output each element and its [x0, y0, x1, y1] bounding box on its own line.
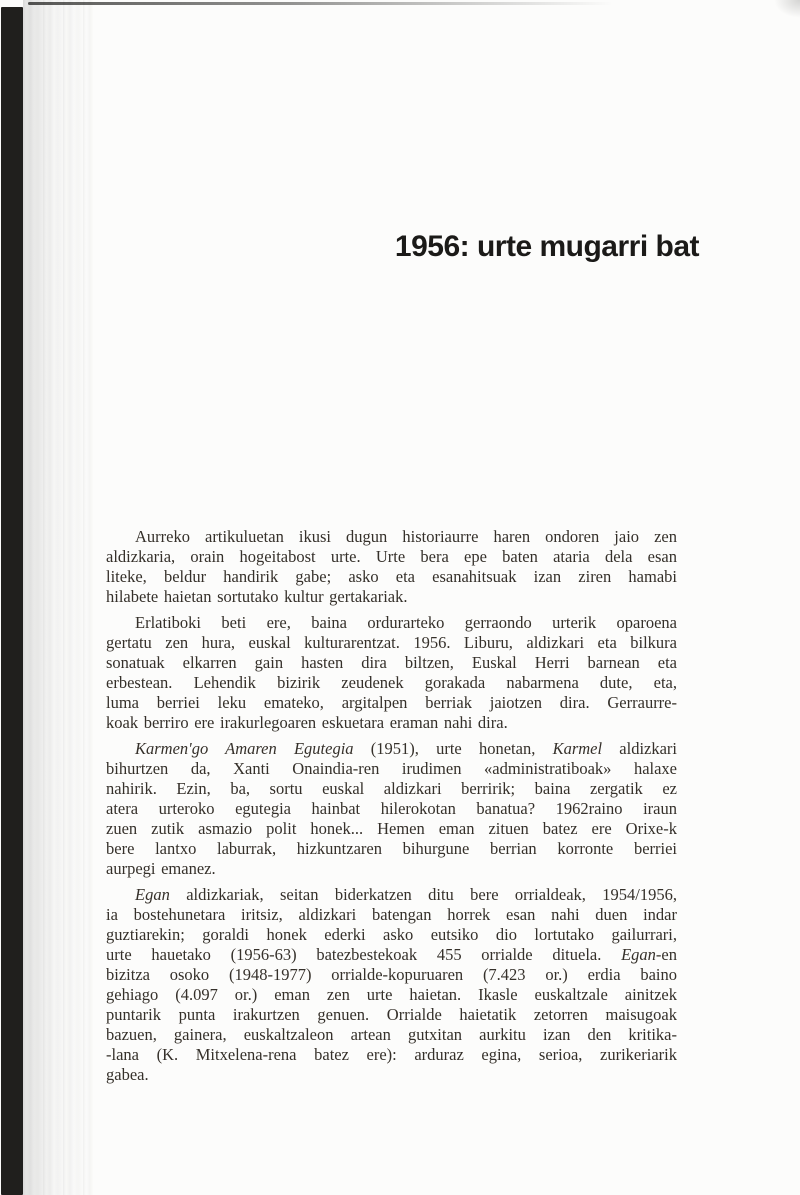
text-line: [106, 587, 677, 607]
text-segment: atera urteroko egutegia hainbat hilerokotan banatua? 1962raino iraun: [106, 799, 677, 818]
text-segment: luma berriei leku emateko, argitalpen berriak jaiotzen dira. Gerraurre-: [106, 693, 677, 712]
text-segment: gabea.: [106, 1065, 149, 1084]
text-segment: bere lantxo laburrak, hizkuntzaren bihurgune berrian korronte berriei: [106, 839, 677, 858]
text-line: [106, 739, 677, 759]
text-line: [106, 819, 677, 839]
text-segment: -lana (K. Mitxelena-rena batez ere): arduraz egina, serioa, zurikeriarik: [106, 1045, 677, 1064]
text-segment: aldizkari: [602, 739, 677, 758]
text-segment: ia bostehunetara iritsiz, aldizkari batengan horrek esan nahi duen indar: [106, 905, 677, 924]
text-line: [106, 547, 677, 567]
text-segment: Erlatiboki beti ere, baina ordurarteko gerraondo urterik oparoena: [135, 613, 677, 632]
text-line: [106, 859, 677, 879]
text-line: [106, 839, 677, 859]
text-segment: gehiago (4.097 or.) eman zen urte haietan. Ikasle euskaltzale ainitzek: [106, 985, 677, 1004]
text-line: [106, 905, 677, 925]
text-line: [106, 633, 677, 653]
text-segment: erbestean. Lehendik bizirik zeudenek gorakada nabarmena dute, eta,: [106, 673, 677, 692]
text-segment: guztiarekin; goraldi honek ederki asko eutsiko dio lortutako gailurrari,: [106, 925, 677, 944]
text-line: [106, 673, 677, 693]
text-segment: aldizkaria, orain hogeitabost urte. Urte bera epe baten ataria dela esan: [106, 547, 677, 566]
text-line: [106, 965, 677, 985]
text-segment: bizitza osoko (1948-1977) orrialde-kopuruaren (7.423 or.) erdia baino: [106, 965, 677, 984]
text-line: [106, 799, 677, 819]
article-body: [106, 527, 677, 1091]
text-line: [106, 885, 677, 905]
text-line: [106, 1045, 677, 1065]
text-segment: koak berriro ere irakurlegoaren eskuetara eraman nahi dira.: [106, 713, 508, 732]
book-binding-shadow: [1, 7, 23, 1195]
text-line: [106, 693, 677, 713]
text-line: [106, 1005, 677, 1025]
text-segment: sonatuak elkarren gain hasten dira biltzen, Euskal Herri barnean eta: [106, 653, 677, 672]
italic-text-segment: Egan: [621, 945, 656, 964]
text-segment: bihurtzen da, Xanti Onaindia-ren irudimen «administratiboak» halaxe: [106, 759, 677, 778]
text-line: [106, 1025, 677, 1045]
scan-edge-line: [28, 2, 613, 5]
text-segment: urte hauetako (1956-63) batezbestekoak 455 orrialde dituela.: [106, 945, 622, 964]
text-segment: gertatu zen hura, euskal kulturarentzat. 1956. Liburu, aldizkari eta bilkura: [106, 633, 677, 652]
text-line: [106, 653, 677, 673]
text-segment: liteke, beldur handirik gabe; asko eta esanahitsuak izan ziren hamabi: [106, 567, 677, 586]
text-segment: zuen zutik asmazio polit honek... Hemen eman zituen batez ere Orixe-k: [106, 819, 677, 838]
text-segment: bazuen, gainera, euskaltzaleon artean gutxitan aurkitu izan den kritika-: [106, 1025, 677, 1044]
text-line: [106, 945, 677, 965]
text-segment: puntarik punta irakurtzen genuen. Orrialde haietatik zetorren maisugoak: [106, 1005, 677, 1024]
text-line: [106, 925, 677, 945]
paragraph: [106, 885, 677, 1085]
text-segment: Aurreko artikuluetan ikusi dugun historiaurre haren ondoren jaio zen: [135, 527, 677, 546]
text-line: [106, 527, 677, 547]
paragraph: [106, 613, 677, 733]
paragraph: [106, 527, 677, 607]
page-title: 1956: urte mugarri bat: [394, 230, 699, 263]
text-segment: -en: [655, 945, 677, 964]
text-segment: aldizkariak, seitan biderkatzen ditu bere orrialdeak, 1954/1956,: [169, 885, 677, 904]
text-segment: aurpegi emanez.: [106, 859, 216, 878]
text-segment: nahirik. Ezin, ba, sortu euskal aldizkari berririk; baina zergatik ez: [106, 779, 677, 798]
text-line: [106, 759, 677, 779]
scan-corner-smudge: [774, 0, 800, 18]
text-line: [106, 1065, 677, 1085]
italic-text-segment: Karmen'go Amaren Egutegia: [135, 739, 354, 758]
text-line: [106, 567, 677, 587]
text-segment: hilabete haietan sortutako kultur gertakariak.: [106, 587, 408, 606]
text-line: [106, 779, 677, 799]
text-line: [106, 613, 677, 633]
text-line: [106, 713, 677, 733]
italic-text-segment: Karmel: [552, 739, 603, 758]
text-segment: (1951), urte honetan,: [353, 739, 553, 758]
page-gutter-shade: [23, 0, 93, 1195]
paragraph: [106, 739, 677, 879]
italic-text-segment: Egan: [135, 885, 170, 904]
text-line: [106, 985, 677, 1005]
